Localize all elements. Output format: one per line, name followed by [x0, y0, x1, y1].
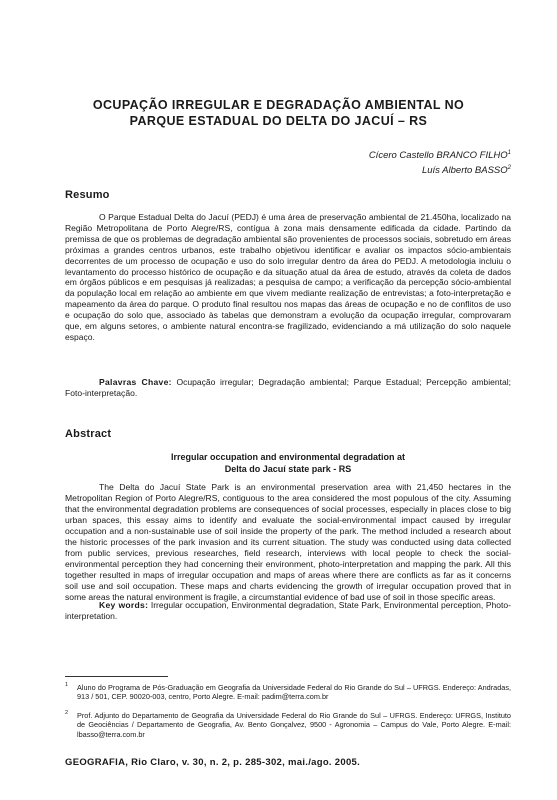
resumo-body: O Parque Estadual Delta do Jacuí (PEDJ) é uma área de preservação ambiental de 21.450ha, localizado na Região Metropolitana de Porto Alegre/RS, contígua à zona mais densamente edificada da cidade. Partindo da premissa de que os problemas de degradação ambiental são provenientes de processos sociais, sobretudo em áreas próximas a grandes centros urbanos, este trabalho objetivou identificar e avaliar os impactos sócio-ambientais decorrentes de um processo de ocupação e uso do solo irregular dentro da área do PEDJ. A metodologia incluiu o levantamento do processo histórico de ocupação e da situação atual da área de estudo, através da coleta de dados em órgãos públicos e em pesquisas já realizadas; a pesquisa de campo; a verificação da percepção sócio-ambiental da população local em relação ao ambiente em que vivem mediante realização de entrevistas; a foto-interpretação e mapeamento da área do parque. O produto final resultou nos mapas das áreas de ocupação e no de conflitos de uso e ocupação do solo que, associado às tabelas que demonstram a evolução da ocupação irregular, comprovaram que, em alguns setores, o ambiente natural encontra-se fragilizado, evidenciando a má utilização do solo naquele espaço.: [65, 212, 511, 342]
footnote-text: Prof. Adjunto do Departamento de Geografia da Universidade Federal do Rio Grande do Sul – UFRGS. Endereço: UFRGS, Instituto de Geociências / Departamento de Geografia, Av. Bento Gonçalvez, 9500 - Agronomia – Campus do Vale, Porto Alegre. E-mail: lbasso@terra.com.br: [77, 711, 511, 739]
resumo-heading: Resumo: [65, 189, 110, 201]
footnote-divider: [65, 676, 168, 677]
palavras-chave-label: Palavras Chave:: [99, 377, 172, 387]
author-name: Luís Alberto BASSO: [421, 165, 508, 177]
footnote-mark: 2: [65, 710, 69, 716]
footnote-mark: 1: [65, 682, 69, 688]
abstract-subtitle-line-1: Irregular occupation and environmental degradation at: [170, 452, 406, 462]
abstract-body: The Delta do Jacuí State Park is an environmental preservation area with 21,450 hectares in the Metropolitan Region of Porto Alegre/RS, contiguous to the area considered the most populous of the city. Assuming that the environmental degradation problems are consequences of social processes, especially in places close to big urban spaces, this essay aims to identify and evaluate the social-environmental impact caused by irregular occupation and a non-sustainable use of soil inside the property of the park. The method included a research about the historic processes of the park invasion and its current situation. The study was conducted using data collected from public services, previous researches, field research, interviews with local people to check the social-environmental perception they had concerning their environment, photo-interpretation and mapping the park. All this together resulted in maps of irregular occupation and maps of areas where there are conflicts as far as it concerns soil use and soil occupation. These maps and charts evidencing the growth of irregular occupation proved that in some areas the natural environment is fragile, a circumstantial evidence of bad use of soil in those specific areas.: [65, 482, 511, 602]
palavras-chave: [65, 377, 511, 399]
footnote-text: Aluno do Programa de Pós-Graduação em Geografia da Universidade Federal do Rio Grande do Sul – UFRGS. Endereço: Andradas, 913 / 501, CEP. 90020-003, centro, Porto Alegre. E-mail: padim@terra.com.br: [77, 683, 511, 702]
palavras-chave-text: Ocupação irregular; Degradação ambiental; Parque Estadual; Percepção ambiental; Foto-interpretação.: [65, 377, 511, 398]
abstract-subtitle: [65, 452, 511, 475]
author-1: [369, 150, 511, 161]
footnote-1: [65, 683, 511, 702]
journal-citation: GEOGRAFIA, Rio Claro, v. 30, n. 2, p. 285-302, mai./ago. 2005.: [65, 757, 361, 768]
author-2: [422, 165, 511, 176]
abstract-heading: Abstract: [65, 428, 112, 440]
key-words: [65, 600, 511, 622]
author-footnote-mark: 1: [507, 150, 511, 156]
author-name: Cícero Castello BRANCO FILHO: [368, 150, 508, 162]
footnote-2: [65, 711, 511, 739]
key-words-text: Irregular occupation, Environmental degradation, State Park, Environmental perception, Photo-interpretation.: [65, 600, 512, 621]
author-footnote-mark: 2: [507, 165, 511, 171]
key-words-label: Key words:: [99, 600, 149, 610]
paper-title: [60, 97, 497, 129]
title-line-2: PARQUE ESTADUAL DO DELTA DO JACUÍ – RS: [129, 114, 428, 128]
abstract-subtitle-line-2: Delta do Jacuí state park - RS: [224, 463, 352, 474]
title-line-1: OCUPAÇÃO IRREGULAR E DEGRADAÇÃO AMBIENTAL NO: [92, 98, 465, 112]
